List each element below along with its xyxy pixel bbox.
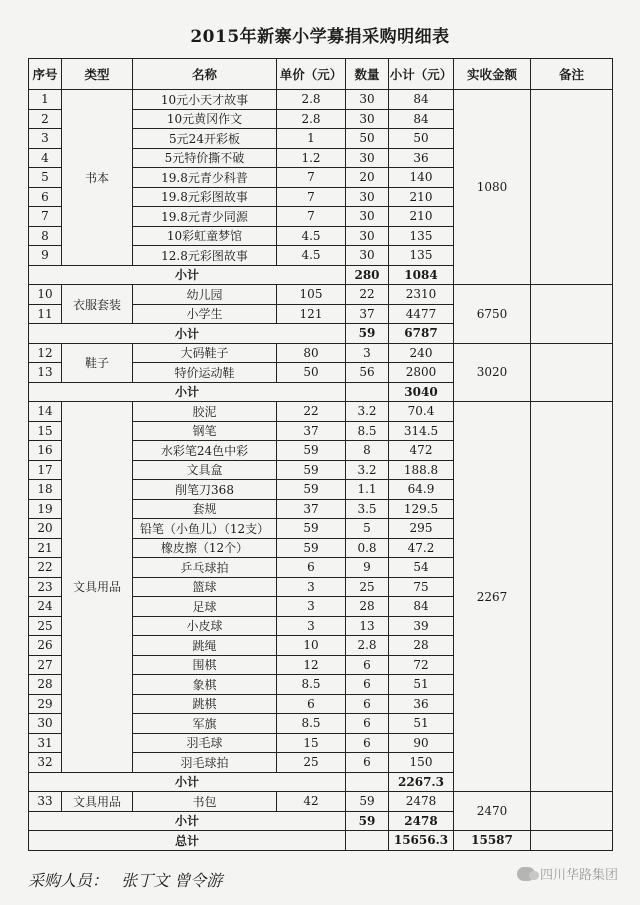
table-row	[29, 285, 613, 305]
cell-qty: 3.5	[346, 499, 389, 519]
cell-subtotal: 84	[389, 109, 454, 129]
cell-received: 2470	[454, 792, 531, 831]
cell-name: 书包	[133, 792, 277, 812]
cell-qty: 22	[346, 285, 389, 305]
cell-qty: 8	[346, 441, 389, 461]
cell-type: 书本	[62, 90, 133, 266]
cell-qty: 37	[346, 304, 389, 324]
cell-name: 小皮球	[133, 616, 277, 636]
total-received: 15587	[454, 831, 531, 851]
cell-subtotal: 210	[389, 207, 454, 227]
cell-subtotal: 51	[389, 714, 454, 734]
cell-name: 乒乓球拍	[133, 558, 277, 578]
cell-subtotal: 84	[389, 90, 454, 110]
cell-seq: 17	[29, 460, 62, 480]
cell-subtotal: 2800	[389, 363, 454, 383]
cell-name: 羽毛球拍	[133, 753, 277, 773]
cell-qty: 59	[346, 792, 389, 812]
cell-name: 跳棋	[133, 694, 277, 714]
cell-seq: 8	[29, 226, 62, 246]
cell-price: 59	[277, 519, 346, 539]
cell-subtotal: 36	[389, 148, 454, 168]
cell-name: 10元小天才故事	[133, 90, 277, 110]
wechat-icon	[517, 867, 535, 881]
total-qty	[346, 831, 389, 851]
table-row	[29, 343, 613, 363]
cell-seq: 3	[29, 129, 62, 149]
cell-seq: 15	[29, 421, 62, 441]
cell-subtotal: 472	[389, 441, 454, 461]
cell-name: 10元黄冈作文	[133, 109, 277, 129]
cell-note	[531, 402, 613, 792]
cell-name: 钢笔	[133, 421, 277, 441]
subtotal-qty: 280	[346, 265, 389, 285]
cell-price: 22	[277, 402, 346, 422]
cell-subtotal: 90	[389, 733, 454, 753]
cell-seq: 14	[29, 402, 62, 422]
cell-price: 59	[277, 480, 346, 500]
watermark	[517, 864, 618, 883]
cell-name: 5元特价撕不破	[133, 148, 277, 168]
subtotal-label: 小计	[29, 324, 346, 344]
subtotal-amount: 3040	[389, 382, 454, 402]
cell-name: 军旗	[133, 714, 277, 734]
subtotal-amount: 6787	[389, 324, 454, 344]
cell-subtotal: 28	[389, 636, 454, 656]
cell-seq: 28	[29, 675, 62, 695]
total-label: 总计	[29, 831, 346, 851]
subtotal-qty: 59	[346, 811, 389, 831]
cell-qty: 28	[346, 597, 389, 617]
cell-seq: 7	[29, 207, 62, 227]
cell-price: 8.5	[277, 675, 346, 695]
cell-qty: 8.5	[346, 421, 389, 441]
cell-subtotal: 2478	[389, 792, 454, 812]
cell-received: 2267	[454, 402, 531, 792]
subtotal-amount: 1084	[389, 265, 454, 285]
header-type: 类型	[62, 59, 133, 90]
cell-subtotal: 240	[389, 343, 454, 363]
cell-name: 围棋	[133, 655, 277, 675]
header-note: 备注	[531, 59, 613, 90]
header-subtotal: 小计（元）	[389, 59, 454, 90]
cell-qty: 56	[346, 363, 389, 383]
cell-name: 水彩笔24色中彩	[133, 441, 277, 461]
cell-subtotal: 64.9	[389, 480, 454, 500]
cell-seq: 10	[29, 285, 62, 305]
cell-subtotal: 47.2	[389, 538, 454, 558]
cell-qty: 3.2	[346, 402, 389, 422]
cell-qty: 20	[346, 168, 389, 188]
cell-note	[531, 343, 613, 402]
cell-note	[531, 90, 613, 285]
cell-name: 象棋	[133, 675, 277, 695]
cell-name: 羽毛球	[133, 733, 277, 753]
cell-seq: 31	[29, 733, 62, 753]
cell-price: 6	[277, 558, 346, 578]
cell-qty: 6	[346, 694, 389, 714]
cell-qty: 6	[346, 675, 389, 695]
table-row	[29, 792, 613, 812]
cell-seq: 12	[29, 343, 62, 363]
cell-subtotal: 129.5	[389, 499, 454, 519]
table-body	[29, 90, 613, 851]
cell-name: 大码鞋子	[133, 343, 277, 363]
cell-qty: 30	[346, 207, 389, 227]
cell-seq: 24	[29, 597, 62, 617]
cell-received: 1080	[454, 90, 531, 285]
subtotal-qty	[346, 382, 389, 402]
cell-seq: 19	[29, 499, 62, 519]
cell-price: 4.5	[277, 226, 346, 246]
cell-qty: 25	[346, 577, 389, 597]
header-qty: 数量	[346, 59, 389, 90]
cell-subtotal: 54	[389, 558, 454, 578]
cell-price: 15	[277, 733, 346, 753]
cell-seq: 5	[29, 168, 62, 188]
cell-subtotal: 2310	[389, 285, 454, 305]
cell-price: 105	[277, 285, 346, 305]
cell-qty: 6	[346, 733, 389, 753]
cell-price: 1	[277, 129, 346, 149]
cell-name: 12.8元彩图故事	[133, 246, 277, 266]
cell-seq: 13	[29, 363, 62, 383]
cell-name: 19.8元彩图故事	[133, 187, 277, 207]
cell-price: 3	[277, 616, 346, 636]
cell-name: 特价运动鞋	[133, 363, 277, 383]
cell-seq: 25	[29, 616, 62, 636]
total-note	[531, 831, 613, 851]
header-row	[29, 59, 613, 90]
cell-price: 4.5	[277, 246, 346, 266]
subtotal-label: 小计	[29, 265, 346, 285]
cell-price: 59	[277, 441, 346, 461]
cell-seq: 16	[29, 441, 62, 461]
cell-seq: 23	[29, 577, 62, 597]
cell-price: 121	[277, 304, 346, 324]
cell-type: 文具用品	[62, 402, 133, 773]
cell-name: 小学生	[133, 304, 277, 324]
cell-seq: 32	[29, 753, 62, 773]
cell-seq: 9	[29, 246, 62, 266]
cell-qty: 3	[346, 343, 389, 363]
header-name: 名称	[133, 59, 277, 90]
cell-subtotal: 72	[389, 655, 454, 675]
subtotal-qty: 59	[346, 324, 389, 344]
cell-price: 59	[277, 538, 346, 558]
cell-seq: 2	[29, 109, 62, 129]
cell-note	[531, 285, 613, 344]
cell-seq: 22	[29, 558, 62, 578]
subtotal-label: 小计	[29, 772, 346, 792]
cell-subtotal: 51	[389, 675, 454, 695]
cell-price: 12	[277, 655, 346, 675]
cell-seq: 1	[29, 90, 62, 110]
cell-received: 3020	[454, 343, 531, 402]
cell-price: 7	[277, 207, 346, 227]
cell-note	[531, 792, 613, 831]
cell-type: 衣服套装	[62, 285, 133, 324]
cell-price: 80	[277, 343, 346, 363]
cell-seq: 33	[29, 792, 62, 812]
cell-qty: 0.8	[346, 538, 389, 558]
procurement-table	[28, 58, 613, 851]
cell-subtotal: 210	[389, 187, 454, 207]
cell-subtotal: 188.8	[389, 460, 454, 480]
subtotal-amount: 2478	[389, 811, 454, 831]
cell-subtotal: 75	[389, 577, 454, 597]
cell-seq: 6	[29, 187, 62, 207]
cell-name: 橡皮擦（12个）	[133, 538, 277, 558]
cell-name: 篮球	[133, 577, 277, 597]
watermark-text: 四川华路集团	[539, 868, 618, 883]
cell-qty: 30	[346, 90, 389, 110]
cell-name: 文具盒	[133, 460, 277, 480]
cell-qty: 30	[346, 226, 389, 246]
cell-subtotal: 4477	[389, 304, 454, 324]
cell-price: 25	[277, 753, 346, 773]
cell-qty: 30	[346, 246, 389, 266]
cell-qty: 30	[346, 109, 389, 129]
cell-qty: 1.1	[346, 480, 389, 500]
cell-price: 37	[277, 421, 346, 441]
cell-type: 鞋子	[62, 343, 133, 382]
cell-subtotal: 135	[389, 246, 454, 266]
cell-price: 3	[277, 577, 346, 597]
cell-price: 2.8	[277, 90, 346, 110]
cell-name: 19.8元青少科普	[133, 168, 277, 188]
cell-received: 6750	[454, 285, 531, 344]
buyer-names: 张丁文 曾令游	[121, 871, 223, 890]
signature-line	[28, 868, 230, 891]
cell-qty: 9	[346, 558, 389, 578]
cell-qty: 6	[346, 714, 389, 734]
header-received: 实收金额	[454, 59, 531, 90]
cell-seq: 26	[29, 636, 62, 656]
cell-price: 3	[277, 597, 346, 617]
cell-type: 文具用品	[62, 792, 133, 812]
cell-seq: 21	[29, 538, 62, 558]
subtotal-label: 小计	[29, 382, 346, 402]
cell-name: 套规	[133, 499, 277, 519]
cell-price: 1.2	[277, 148, 346, 168]
cell-qty: 13	[346, 616, 389, 636]
header-seq: 序号	[29, 59, 62, 90]
subtotal-label: 小计	[29, 811, 346, 831]
cell-qty: 30	[346, 148, 389, 168]
cell-price: 6	[277, 694, 346, 714]
cell-qty: 50	[346, 129, 389, 149]
total-subtotal: 15656.3	[389, 831, 454, 851]
cell-name: 幼儿园	[133, 285, 277, 305]
cell-seq: 30	[29, 714, 62, 734]
subtotal-amount: 2267.3	[389, 772, 454, 792]
cell-price: 42	[277, 792, 346, 812]
cell-seq: 29	[29, 694, 62, 714]
cell-name: 5元24开彩板	[133, 129, 277, 149]
cell-qty: 5	[346, 519, 389, 539]
cell-price: 7	[277, 168, 346, 188]
cell-name: 跳绳	[133, 636, 277, 656]
cell-seq: 18	[29, 480, 62, 500]
cell-subtotal: 50	[389, 129, 454, 149]
cell-seq: 27	[29, 655, 62, 675]
page-title: 2015年新寨小学募捐采购明细表	[190, 27, 450, 47]
header-price: 单价（元）	[277, 59, 346, 90]
table-row	[29, 402, 613, 422]
cell-price: 7	[277, 187, 346, 207]
cell-price: 50	[277, 363, 346, 383]
cell-seq: 4	[29, 148, 62, 168]
cell-price: 8.5	[277, 714, 346, 734]
cell-subtotal: 150	[389, 753, 454, 773]
cell-seq: 11	[29, 304, 62, 324]
cell-name: 足球	[133, 597, 277, 617]
total-row	[29, 831, 613, 851]
cell-qty: 6	[346, 655, 389, 675]
cell-qty: 6	[346, 753, 389, 773]
cell-qty: 3.2	[346, 460, 389, 480]
cell-seq: 20	[29, 519, 62, 539]
table-row	[29, 90, 613, 110]
cell-subtotal: 84	[389, 597, 454, 617]
cell-qty: 2.8	[346, 636, 389, 656]
buyer-label: 采购人员：	[28, 871, 109, 890]
cell-subtotal: 295	[389, 519, 454, 539]
cell-name: 铅笔（小鱼儿）（12支）	[133, 519, 277, 539]
cell-subtotal: 314.5	[389, 421, 454, 441]
subtotal-qty	[346, 772, 389, 792]
cell-subtotal: 140	[389, 168, 454, 188]
cell-price: 59	[277, 460, 346, 480]
cell-subtotal: 70.4	[389, 402, 454, 422]
cell-name: 胶泥	[133, 402, 277, 422]
cell-price: 10	[277, 636, 346, 656]
cell-price: 37	[277, 499, 346, 519]
cell-name: 19.8元青少同源	[133, 207, 277, 227]
cell-subtotal: 39	[389, 616, 454, 636]
cell-subtotal: 36	[389, 694, 454, 714]
cell-subtotal: 135	[389, 226, 454, 246]
cell-qty: 30	[346, 187, 389, 207]
cell-name: 10彩虹童梦馆	[133, 226, 277, 246]
cell-name: 削笔刀368	[133, 480, 277, 500]
cell-price: 2.8	[277, 109, 346, 129]
